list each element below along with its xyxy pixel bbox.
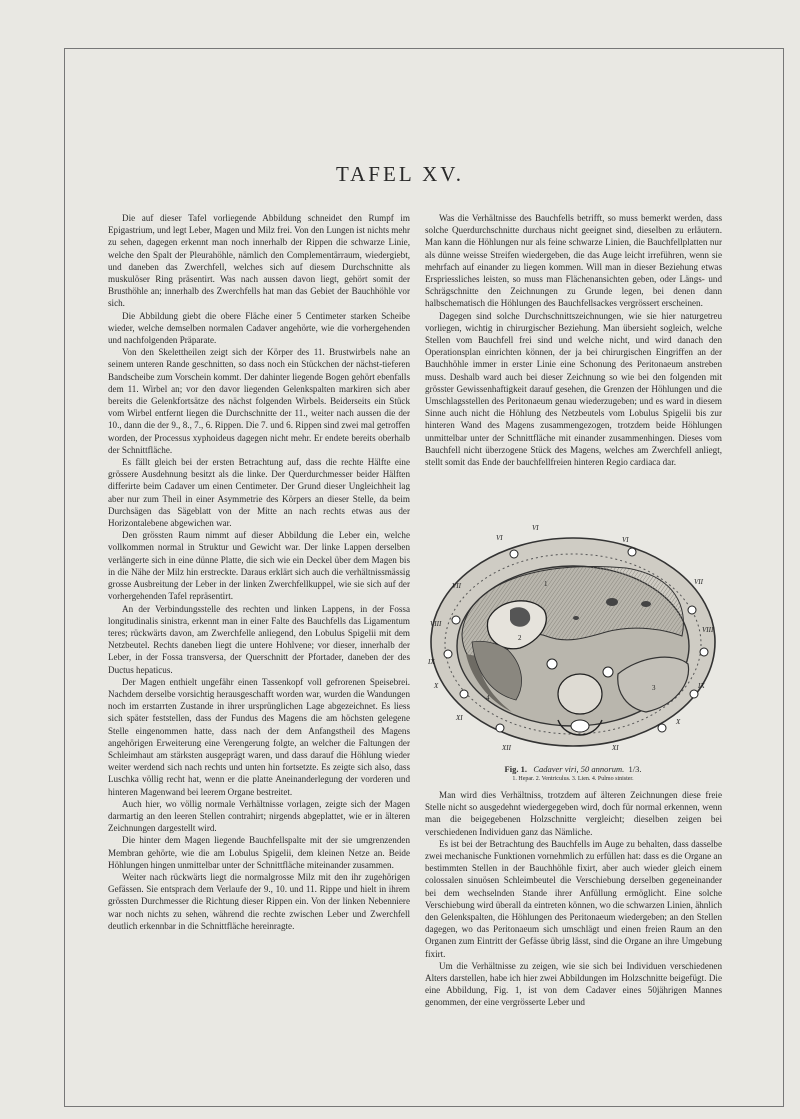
left-text-column (108, 212, 410, 932)
rib-section (690, 690, 698, 698)
page-title: TAFEL XV. (336, 162, 464, 186)
organ-label: 4 (486, 694, 490, 702)
liver-vessel (606, 598, 618, 606)
paragraph: Auch hier, wo völlig normale Verhältnisse vorlagen, zeigte sich der Magen darmartig an den leeren Stellen contrahirt; nirgends abgeplattet, wie er in älteren Zeichnungen dargestellt wird. (108, 798, 410, 834)
rib-label: IX (428, 658, 435, 666)
vertebral-foramen (571, 720, 589, 732)
rib-section (452, 616, 460, 624)
cross-section-drawing (426, 524, 720, 764)
rib-section (700, 648, 708, 656)
right-text-column-top (425, 212, 722, 468)
rib-section (628, 548, 636, 556)
rib-label: VIII (702, 626, 714, 634)
figure-title: Cadaver viri, 50 annorum. (533, 764, 625, 774)
rib-label: XI (456, 714, 463, 722)
rib-section (510, 550, 518, 558)
organ-label: 3 (652, 684, 656, 692)
paragraph: Dagegen sind solche Durchschnittszeichnungen, wie sie hier naturgetreu vorliegen, wichtig in chirurgischer Beziehung. Man übersieht sogleich, welche Stellen vom Bauchfell frei sind und welche nicht, und wird danach den Operationsplan einrichten können, der ja bei chirurgischen Eingriffen an der Bauchhöhle immer in erster Linie eine Schonung des Peritonaeum anstreben muss. Deshalb ward auch bei dieser Zeichnung so wie bei den folgenden mit grösster Gewissenhaftigkeit darauf gesehen, die Grenzen der Höhlungen und die Umschlagsstellen des Peritonaeum genau wiederzugeben; und es ward in diesem Sinne auch nicht die Höhlung des Netzbeutels vom Lobulus Spigelii bis zur hinteren Wand des Magens zusammengezogen, trotzdem beide Höhlungen unmittelbar unter der Schnittfläche mit einander zusammenhingen. Dieses vom Bauchfell nicht überzogene Stück des Magens, welches am Zwerchfell anliegt, stellt somit das Ende der bauchfellfreien hinteren Regio cardiaca dar. (425, 310, 722, 468)
rib-label: VI (622, 536, 629, 544)
figure-caption (426, 764, 720, 784)
rib-section (658, 724, 666, 732)
paragraph: Der Magen enthielt ungefähr einen Tassenkopf voll gefrorenen Speisebrei. Nachdem derselbe vorsichtig herausgeschafft worden war, wurden die Wandungen noch im erstarrten Zustande in ihrer ursprünglichen Lage abgezeichnet. Es liess sich später feststellen, dass der Fundus des Magens die am höchsten gelegene Stelle eingenommen hatte, dass nach der dem Anfangstheil des Magens angehörigen Erweiterung eine Verengerung folgte, an welcher die Faltungen der Schleimhaut am stärksten ausgeprägt waren, und dass darauf die Höhlung wieder weiter werdend sich nach rechts und unten hin fortsetzte. Es zeigte sich also, dass Luschka völlig recht hat, wenn er die platte Aneinanderlegung der vorderen und hinteren Magenwand bei leerem Organe bestreitet. (108, 676, 410, 797)
rib-label: VI (496, 534, 503, 542)
rib-label: IX (698, 682, 705, 690)
paragraph: Um die Verhältnisse zu zeigen, wie sie sich bei Individuen verschiedenen Alters darstellen, habe ich hier zwei Abbildungen im Holzschnitte beigefügt. Die eine Abbildung, Fig. 1, ist von dem Cadaver eines 50jährigen Mannes genommen, der eine vergrösserte Leber und (425, 960, 722, 1008)
rib-label: XI (612, 744, 619, 752)
rib-label: X (676, 718, 681, 726)
paragraph: Es ist bei der Betrachtung des Bauchfells im Auge zu behalten, dass dasselbe zwei mechanische Funktionen vornehmlich zu erfüllen hat: dass es die Organe an bestimmten Stellen in der Bauchhöhle fixirt, aber auch wieder gleich einem colossalen sinuösen Schleimbeutel die Verschiebung derselben gegeneinander bei dem wechselnden Stande ihrer Anfüllung ermöglicht. Eine solche Verschiebung wird überall da eintreten können, wo die schwarzen Linien, ähnlich den Gelenkspalten, die Höhlungen des Peritonaeum wiedergeben; an den Stellen dagegen, wo das Peritonaeum sich umschlägt und einen freien Raum an den Organen zum Eintritt der Gefässe übrig lässt, sind die Organe an ihre Umgebung fixirt. (425, 838, 722, 959)
figure-scale: 1/3. (628, 764, 642, 774)
organ-label: 1 (544, 580, 548, 588)
right-text-column-bottom (425, 789, 722, 1009)
figure-legend: 1. Hepar. 2. Ventriculus. 3. Lien. 4. Pulmo sinister. (512, 776, 634, 782)
rib-label: VII (452, 582, 461, 590)
rib-section (444, 650, 452, 658)
paragraph: Die auf dieser Tafel vorliegende Abbildung schneidet den Rumpf im Epigastrium, und legt Leber, Magen und Milz frei. Von den Lungen ist nichts mehr zu sehen, dagegen erkennt man noch innerhalb der Rippen die schwarze Linie, welche den Spalt der Pleurahöhle, nämlich den Complementärraum, wiedergiebt, und daneben das Zwerchfell, welches sich auf diesem Durchschnitte als muskulöser Ring präsentirt. Was nach aussen davon liegt, gehört somit der Brusthöhle an; innerhalb des Zwerchfells hat man das Gebiet der Bauchhöhle vor sich. (108, 213, 410, 309)
paragraph: Es fällt gleich bei der ersten Betrachtung auf, dass die rechte Hälfte eine grössere Ausdehnung besitzt als die linke. Der Querdurchmesser beider Hälften differirte beim Cadaver um einen Centimeter. Der Grund dieser Ungleichheit lag aber nur zum Theil in einer Asymmetrie des Körpers an dieser Stelle, da beim Durchsägen das Sägeblatt von der Mitte an nach rechts etwas aus der Horizontalebene abgewichen war. (108, 457, 410, 529)
paragraph: Was die Verhältnisse des Bauchfells betrifft, so muss bemerkt werden, dass solche Querdurchschnitte durchaus nicht geeignet sind, dieselben zu erläutern. Man kann die Höhlungen nur als feine schwarze Linien, die Bauchfellplatten nur als dünne weisse Streifen wiedergeben, die das Auge leicht irreführen, wenn sie mehrfach auf einander zu liegen kommen. Will man in dieser Beziehung etwas Erspriessliches leisten, so muss man Flächenansichten geben, oder Längs- und Schrägschnitte den Zeichnungen zu Grunde legen, bei denen dann halbschematisch die Höhlungen des Bauchfellsackes vergrössert erscheinen. (425, 213, 722, 309)
rib-label: VII (694, 578, 703, 586)
rib-section (496, 724, 504, 732)
cross-section-figure (426, 524, 720, 764)
paragraph: Man wird dies Verhältniss, trotzdem auf älteren Zeichnungen diese freie Stelle nicht so ausgedehnt wiedergegeben wird, doch für normal erkennen, wenn man die beigegebenen Holzschnitte vergleicht; dieselben zeigen bei verschiedenen Individuen ganz das Nämliche. (425, 790, 722, 837)
rib-section (688, 606, 696, 614)
paragraph: Die Abbildung giebt die obere Fläche einer 5 Centimeter starken Scheibe wieder, welche demselben normalen Cadaver angehörte, wie die vorhergehenden und nachfolgenden Präparate. (108, 310, 410, 346)
organ-label: 2 (518, 634, 522, 642)
vena-cava (547, 659, 557, 669)
aorta (603, 667, 613, 677)
paragraph: An der Verbindungsstelle des rechten und linken Lappens, in der Fossa longitudinalis sinistra, erkennt man in einer Falte des Bauchfells das Ligamentum teres; rückwärts davon, am Zwerchfelle anliegend, den Lobulus Spigelii mit dem Netzbeutel. Rechts daneben liegt die untere Hohlvene; vor dieser, innerhalb der Leber, in der Fossa transversa, der Querschnitt der Pfortader, daneben der des Ductus hepaticus. (108, 603, 410, 675)
liver-vessel (641, 601, 651, 607)
vertebra-body (558, 674, 602, 714)
liver-vessel (573, 616, 579, 620)
figure-number: Fig. 1. (504, 764, 527, 774)
paragraph: Den grössten Raum nimmt auf dieser Abbildung die Leber ein, welche vollkommen normal in Struktur und Gewicht war. Der linke Lappen derselben verlängerte sich in eine dünne Platte, die sich wie ein Deckel über dem Magen bis in die Nähe der Milz hin erstreckte. Daraus erklärt sich auch die verhältnissmässig grosse Ausbreitung der Leber in der linken Zwerchfellkuppel, wie sie sich auf der vorhergehenden Tafel repräsentirt. (108, 530, 410, 602)
caption-line (426, 764, 720, 774)
rib-label: VIII (430, 620, 442, 628)
rib-section (460, 690, 468, 698)
rib-label: XII (502, 744, 511, 752)
rib-label: VI (532, 524, 539, 532)
rib-label: X (434, 682, 439, 690)
paragraph: Von den Skelettheilen zeigt sich der Körper des 11. Brustwirbels nahe an seinem unteren Rande geschnitten, so dass noch ein Stückchen der nächst-tieferen Bandscheibe zum Vorschein kommt. Der dahinter liegende Bogen gehört ebenfalls dem 11. Wirbel an; vor den davor liegenden Gelenkspalten markiren sich aber bereits die Gelenkfortsätze des nächst folgenden Wirbels. Beiderseits ein Stück vom Wirbel entfernt liegen die Durchschnitte der 11., weiter nach aussen die der 10., dann die der 9., 8., 7., 6. Rippen. Die 7. und 6. Rippen sind zwei mal getroffen worden, der Processus xyphoideus dagegen nicht mehr. Er endete bereits oberhalb der Schnittfläche. (108, 347, 410, 455)
paragraph: Die hinter dem Magen liegende Bauchfellspalte mit der sie umgrenzenden Membran gehörte, wie die am Lobulus Spigelii, dem kleinen Netze an. Beide Höhlungen hingen unmittelbar unter der Schnittfläche miteinander zusammen. (108, 835, 410, 870)
paragraph: Weiter nach rückwärts liegt die normalgrosse Milz mit den ihr zugehörigen Gefässen. Sie entsprach dem Verlaufe der 9., 10. und 11. Rippe und hielt in ihrem grössten Durchmesser die Richtung dieser Rippen ein. Von der linken Nebenniere war noch nichts zu sehen, während die rechte zwischen Leber und Zwerchfell deutlich erkennbar in die Schnittfläche hereinragte. (108, 871, 410, 931)
